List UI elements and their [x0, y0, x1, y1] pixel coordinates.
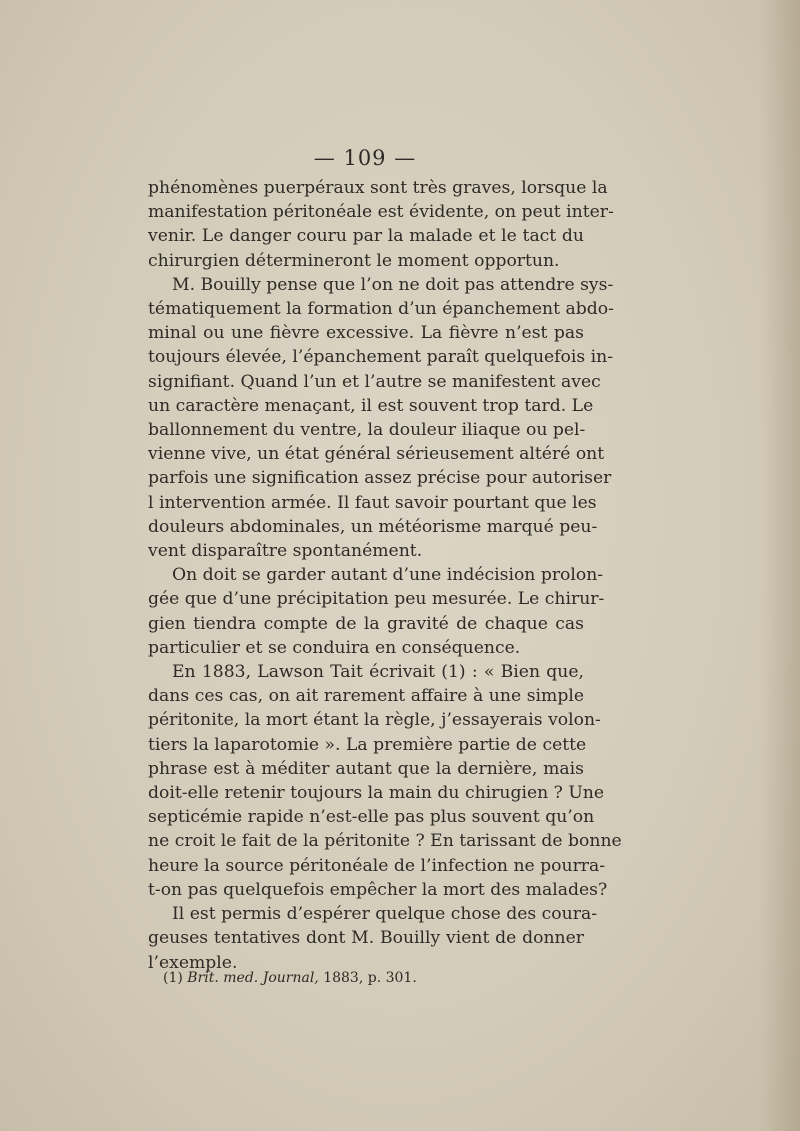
text-line: l intervention armée. Il faut savoir pourtant que les — [148, 492, 597, 513]
text-line: doit-elle retenir toujours la main du chirugien ? Une — [148, 783, 605, 804]
text-line: dans ces cas, on ait rarement affaire à une simple — [148, 686, 584, 707]
text-line: tiers la laparotomie ». La première partie de cette — [148, 734, 587, 755]
text-line: vienne vive, un état général sérieusement altéré ont — [148, 444, 605, 465]
text-line: vent disparaître spontanément. — [148, 541, 423, 562]
text-line: phrase est à méditer autant que la dernière, mais — [148, 758, 584, 779]
text-line: un caractère menaçant, il est souvent trop tard. Le — [148, 395, 594, 416]
text-line: toujours élevée, l’épanchement paraît quelquefois in- — [148, 347, 614, 368]
text-line: l’exemple. — [148, 952, 238, 973]
text-line: signifiant. Quand l’un et l’autre se manifestent avec — [148, 371, 601, 392]
text-line: chirurgien détermineront le moment opportun. — [148, 250, 560, 271]
text-line: phénomènes puerpéraux sont très graves, lorsque la — [148, 178, 608, 198]
text-line: En 1883, Lawson Tait écrivait (1) : « Bien que, — [172, 662, 584, 683]
paragraph-container — [148, 176, 622, 975]
footnote — [163, 970, 417, 986]
footnote-journal: Brit. med. Journal, — [187, 970, 319, 986]
page-number: — 109 — — [313, 146, 417, 170]
paragraph — [148, 902, 597, 975]
text-line: particulier et se conduira en conséquence. — [148, 637, 521, 658]
body-text — [148, 176, 622, 975]
text-line: septicémie rapide n’est-elle pas plus souvent qu’on — [148, 807, 595, 828]
text-line: manifestation péritonéale est évidente, on peut inter- — [148, 202, 614, 223]
text-line: On doit se garder autant d’une indécision prolon- — [172, 565, 604, 586]
paragraph — [148, 660, 622, 902]
text-line: tématiquement la formation d’un épanchement abdo- — [148, 299, 614, 320]
text-line: heure la source péritonéale de l’infection ne pourra- — [148, 855, 606, 876]
footnote-marker: (1) — [163, 970, 183, 986]
text-line: gien tiendra compte de la gravité de chaque cas — [148, 613, 584, 634]
paragraph — [148, 273, 614, 563]
text-line: t-on pas quelquefois empêcher la mort des malades? — [148, 879, 608, 900]
footnote-details: 1883, p. 301. — [323, 970, 417, 986]
text-line: geuses tentatives dont M. Bouilly vient de donner — [148, 928, 584, 949]
text-line: Il est permis d’espérer quelque chose des coura- — [172, 904, 597, 925]
text-line: péritonite, la mort étant la règle, j’essayerais volon- — [148, 710, 601, 731]
paragraph — [148, 176, 614, 273]
text-line: M. Bouilly pense que l’on ne doit pas attendre sys- — [172, 274, 614, 295]
text-line: gée que d’une précipitation peu mesurée. Le chirur- — [148, 589, 605, 610]
paragraph — [148, 563, 605, 660]
page-edge-shadow — [760, 0, 800, 1131]
text-line: minal ou une fièvre excessive. La fièvre n’est pas — [148, 323, 584, 344]
text-line: douleurs abdominales, un météorisme marqué peu- — [148, 516, 598, 537]
text-line: ne croit le fait de la péritonite ? En tarissant de bonne — [148, 831, 622, 852]
text-line: parfois une signification assez précise pour autoriser — [148, 468, 612, 489]
text-line: venir. Le danger couru par la malade et le tact du — [148, 226, 584, 247]
text-line: ballonnement du ventre, la douleur iliaque ou pel- — [148, 420, 586, 441]
